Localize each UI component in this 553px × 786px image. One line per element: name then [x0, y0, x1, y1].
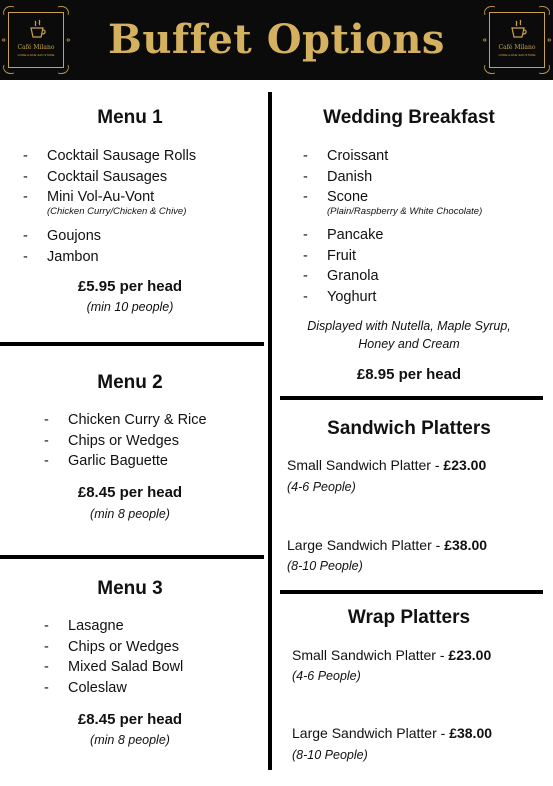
list-item: - Mini Vol-Au-Vont (Chicken Curry/Chicken & Chive) — [23, 189, 187, 217]
wrap-large-people: (8-10 People) — [292, 748, 368, 762]
menu3-min: (min 8 people) — [90, 733, 170, 747]
sandwich-large-price: £38.00 — [444, 537, 488, 553]
wrap-small: Small Sandwich Platter - £23.00 — [292, 647, 492, 663]
logo-tagline: CODE-A-DUE SAN STORE — [498, 53, 536, 57]
sandwich-small: Small Sandwich Platter - £23.00 — [287, 457, 487, 473]
menu1-title: Menu 1 — [97, 107, 163, 128]
list-item: - Cocktail Sausage Rolls — [23, 148, 197, 164]
page-title: Buffet Options — [108, 16, 445, 63]
sandwich-small-people: (4-6 People) — [287, 480, 356, 494]
list-item: - Cocktail Sausages — [23, 168, 168, 185]
section-divider — [0, 342, 264, 346]
wrap-small-price: £23.00 — [448, 647, 492, 663]
wedding-title: Wedding Breakfast — [323, 107, 495, 128]
logo-frame — [489, 12, 545, 68]
item-note: (Chicken Curry/Chicken & Chive) — [47, 206, 187, 217]
coffee-cup-icon — [509, 18, 527, 40]
logo-tagline: CODE-A-DUE SAN STORE — [17, 53, 55, 57]
section-divider — [280, 396, 543, 400]
section-divider — [280, 590, 543, 594]
wrap-large-price: £38.00 — [449, 725, 493, 741]
list-item: - Jambon — [23, 248, 99, 265]
wrap-title: Wrap Platters — [347, 607, 471, 628]
sandwich-large-people: (8-10 People) — [287, 559, 363, 573]
wedding-price: £8.95 per head — [356, 366, 462, 383]
list-item: - Garlic Baguette — [44, 453, 168, 469]
menu1-min: (min 10 people) — [86, 300, 174, 314]
wedding-list — [303, 146, 483, 307]
list-item: - Granola — [303, 268, 379, 284]
wrap-small-people: (4-6 People) — [292, 669, 361, 683]
list-item: - Coleslaw — [44, 679, 127, 696]
wedding-note-line1: Displayed with Nutella, Maple Syrup, — [307, 319, 511, 333]
header-banner — [0, 0, 553, 80]
item-note: (Plain/Raspberry & White Chocolate) — [327, 206, 483, 217]
menu1-list — [23, 146, 196, 267]
list-item: - Goujons — [23, 228, 102, 244]
list-item: - Yoghurt — [303, 288, 377, 305]
menu2-price: £8.45 per head — [77, 484, 183, 501]
column-divider — [268, 92, 272, 770]
logo-name: Café Milano — [498, 44, 536, 51]
list-item: - Pancake — [303, 227, 384, 243]
menu2-title: Menu 2 — [97, 372, 163, 393]
wrap-large: Large Sandwich Platter - £38.00 — [292, 725, 493, 741]
section-divider — [0, 555, 264, 559]
list-item: - Scone (Plain/Raspberry & White Chocolate) — [303, 189, 483, 217]
menu3-price: £8.45 per head — [77, 711, 183, 728]
list-item: - Lasagne — [44, 618, 124, 634]
sandwich-small-price: £23.00 — [443, 457, 487, 473]
menu2-min: (min 8 people) — [90, 507, 170, 521]
list-item: - Chips or Wedges — [44, 638, 179, 655]
cafe-logo-right — [481, 3, 553, 77]
list-item: - Fruit — [303, 247, 356, 264]
list-item: - Chips or Wedges — [44, 432, 179, 449]
menu1-price: £5.95 per head — [77, 278, 183, 295]
list-item: - Danish — [303, 168, 373, 185]
list-item: - Chicken Curry & Rice — [44, 412, 207, 428]
wedding-note-line2: Honey and Cream — [358, 337, 460, 351]
menu3-list — [44, 616, 183, 698]
sandwich-large: Large Sandwich Platter - £38.00 — [287, 537, 488, 553]
menu2-list — [44, 410, 207, 472]
list-item: - Mixed Salad Bowl — [44, 659, 184, 675]
menu3-title: Menu 3 — [97, 578, 163, 599]
list-item: - Croissant — [303, 148, 389, 164]
sandwich-title: Sandwich Platters — [327, 418, 491, 439]
logo-name: Café Milano — [17, 44, 55, 51]
